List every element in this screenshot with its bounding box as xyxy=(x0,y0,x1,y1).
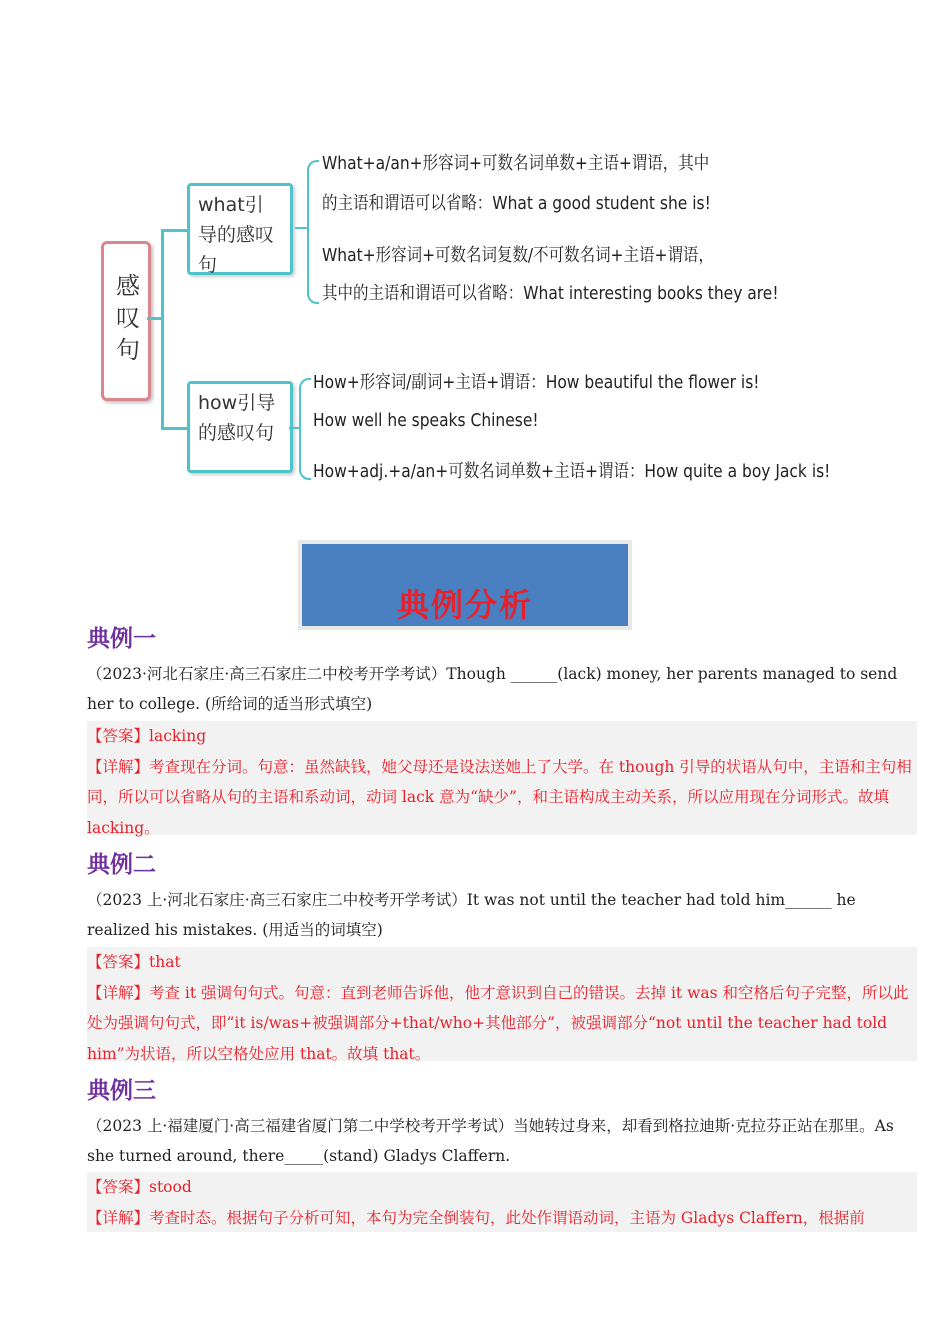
how-node-label: how引导的感叹句 xyxy=(198,392,276,444)
connector-what-out xyxy=(295,227,307,229)
example-1-title: 典例一 xyxy=(87,626,156,652)
mindmap-how-node xyxy=(187,381,293,473)
what-rule-2-line-1: What+形容词+可数名词复数/不可数名词+主语+谓语， xyxy=(322,245,714,266)
example-1-answer-block xyxy=(87,721,917,835)
how-bracket xyxy=(299,378,311,480)
connector-how-out xyxy=(289,427,299,429)
example-3-title: 典例三 xyxy=(87,1078,156,1104)
connector-how xyxy=(161,427,189,430)
how-rule-1-line-1: How+形容词/副词+主语+谓语：How beautiful the flower is! xyxy=(313,372,760,393)
example-2-detail: 【详解】考查 it 强调句句式。句意：直到老师告诉他，他才意识到自己的错误。去掉 it was 和空格后句子完整，所以此处为强调句句式，即“it is/was+被强调部分+that/who+其他部分”，被强调部分“not until the teacher had told him”为状语，所以空格处应用 that。故填 that。 xyxy=(87,983,909,1063)
example-2-answer-block xyxy=(87,947,917,1061)
mindmap-root-node xyxy=(101,241,151,401)
connector-what xyxy=(161,229,189,232)
what-rule-1-line-2: 的主语和谓语可以省略：What a good student she is! xyxy=(322,193,711,214)
how-rule-2-line-1: How+adj.+a/an+可数名词单数+主语+谓语：How quite a boy Jack is! xyxy=(313,461,831,482)
example-3-answer-block xyxy=(87,1172,917,1232)
banner-title: 典例分析 xyxy=(396,586,533,624)
mindmap-root-label: 感叹句 xyxy=(111,273,140,369)
example-1-question: （2023·河北石家庄·高三石家庄二中校考开学考试）Though ______(lack) money, her parents managed to send her to college. (所给词的适当形式填空) xyxy=(87,665,898,713)
what-node-label: what引导的感叹句 xyxy=(198,194,275,276)
what-rule-1-line-1: What+a/an+形容词+可数名词单数+主语+谓语，其中 xyxy=(322,153,710,174)
section-banner xyxy=(298,540,632,630)
example-2-question: （2023 上·河北石家庄·高三石家庄二中校考开学考试）It was not until the teacher had told him______ he realized his mistakes. (用适当的词填空) xyxy=(87,891,856,939)
mindmap-what-node xyxy=(187,183,293,275)
what-bracket xyxy=(307,160,319,304)
example-1-detail: 【详解】考查现在分词。句意：虽然缺钱，她父母还是设法送她上了大学。在 though 引导的状语从句中，主语和主句相同，所以可以省略从句的主语和系动词，动词 lack 意为“缺少”，和主语构成主动关系，所以应用现在分词形式。故填 lacking。 xyxy=(87,757,912,837)
mind-map xyxy=(0,0,950,510)
example-3-detail: 【详解】考查时态。根据句子分析可知，本句为完全倒装句，此处作谓语动词，主语为 Gladys Claffern，根据前 xyxy=(87,1208,865,1227)
connector-vertical xyxy=(161,229,164,429)
example-3-question: （2023 上·福建厦门·高三福建省厦门第二中学校考开学考试）当她转过身来，却看到格拉迪斯·克拉芬正站在那里。As she turned around, there_____(stand) Gladys Claffern. xyxy=(87,1117,894,1165)
example-3-answer: 【答案】stood xyxy=(87,1178,192,1196)
example-1-answer: 【答案】lacking xyxy=(87,727,207,745)
what-rule-2-line-2: 其中的主语和谓语可以省略：What interesting books they are! xyxy=(322,283,779,304)
how-rule-1-line-2: How well he speaks Chinese! xyxy=(313,410,539,431)
example-2-title: 典例二 xyxy=(87,852,156,878)
example-2-answer: 【答案】that xyxy=(87,953,181,971)
